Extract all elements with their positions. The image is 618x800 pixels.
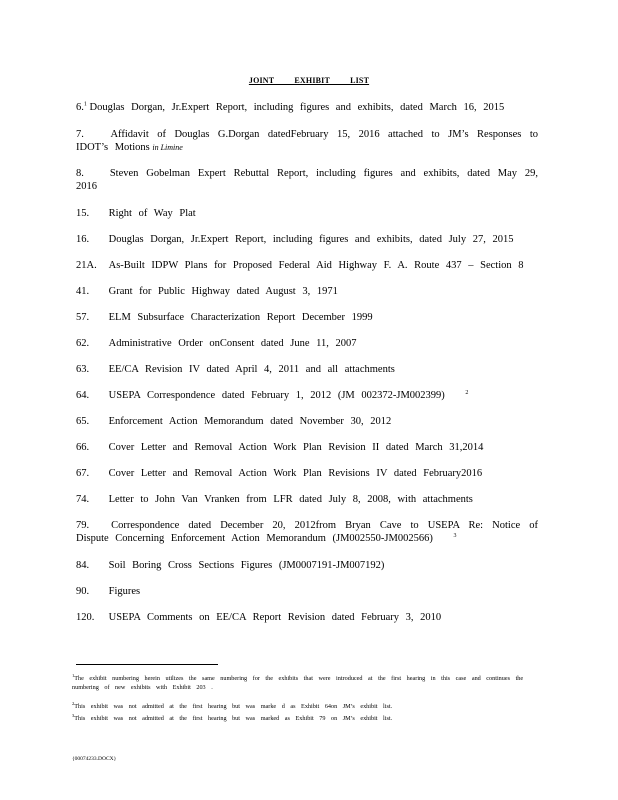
exhibit-description: Soil Boring Cross Sections Figures (JM0007191-JM007192) bbox=[108, 560, 385, 571]
exhibit-description: USEPA Comments on EE/CA Report Revision dated February 3, 2010 bbox=[108, 612, 442, 623]
exhibit-entry-79 bbox=[76, 519, 538, 547]
exhibit-description-italic: in Limine bbox=[152, 143, 183, 152]
exhibit-entry-65 bbox=[76, 415, 538, 428]
exhibit-entry-8 bbox=[76, 167, 538, 193]
exhibit-number: 66. bbox=[76, 442, 90, 453]
exhibit-description: Douglas Dorgan, Jr.Expert Report, including figures and exhibits, dated July 27, 2015 bbox=[108, 234, 514, 245]
exhibit-description: Cover Letter and Removal Action Work Plan Revision II dated March 31,2014 bbox=[108, 442, 484, 453]
footnote-text: This exhibit was not admitted at the first hearing but was marke d as Exhibit 64on JM’s exhibit list. bbox=[74, 703, 393, 710]
footnote-separator bbox=[76, 664, 218, 665]
exhibit-entry-63 bbox=[76, 363, 538, 376]
exhibit-description: Letter to John Van Vranken from LFR dated July 8, 2008, with attachments bbox=[108, 494, 473, 505]
exhibit-description: Steven Gobelman Expert Rebuttal Report, including figures and exhibits, dated May 29, 2016 bbox=[76, 168, 539, 192]
exhibit-description: Enforcement Action Memorandum dated November 30, 2012 bbox=[108, 416, 392, 427]
exhibit-entry-16 bbox=[76, 233, 538, 246]
exhibit-number: 84. bbox=[76, 560, 90, 571]
footnote-3 bbox=[72, 714, 542, 723]
exhibit-entry-66 bbox=[76, 441, 538, 454]
exhibit-description: Right of Way Plat bbox=[108, 208, 196, 219]
exhibit-number: 8. bbox=[76, 168, 84, 179]
exhibit-entry-67 bbox=[76, 467, 538, 480]
exhibit-description: As-Built IDPW Plans for Proposed Federal Aid Highway F. A. Route 437 – Section 8 bbox=[108, 260, 524, 271]
exhibit-entry-15 bbox=[76, 207, 538, 220]
footnote-ref: 2 bbox=[465, 390, 469, 396]
exhibit-number: 64. bbox=[76, 390, 90, 401]
exhibit-number: 15. bbox=[76, 208, 90, 219]
exhibit-number: 16. bbox=[76, 234, 90, 245]
exhibit-entry-74 bbox=[76, 493, 538, 506]
exhibit-entry-64 bbox=[76, 389, 538, 404]
exhibit-description: Affidavit of Douglas G.Dorgan datedFebruary 15, 2016 attached to JM’s Responses to IDOT’s Motions bbox=[76, 129, 538, 153]
exhibit-entry-21a bbox=[76, 259, 538, 272]
footnote-1 bbox=[72, 674, 542, 692]
footnote-2 bbox=[72, 702, 542, 711]
footnote-mark: 3 bbox=[72, 712, 75, 718]
exhibit-number: 57. bbox=[76, 312, 90, 323]
exhibit-entry-41 bbox=[76, 285, 538, 298]
exhibit-number: 120. bbox=[76, 612, 95, 623]
exhibit-number: 63. bbox=[76, 364, 90, 375]
exhibit-entry-90 bbox=[76, 585, 538, 598]
exhibit-number: 41. bbox=[76, 286, 90, 297]
exhibit-description: Douglas Dorgan, Jr.Expert Report, including figures and exhibits, dated March 16, 2015 bbox=[89, 102, 505, 113]
exhibit-description: Figures bbox=[108, 586, 141, 597]
exhibit-entry-7 bbox=[76, 128, 538, 154]
footnote-ref: 1 bbox=[83, 101, 87, 108]
exhibit-number: 90. bbox=[76, 586, 90, 597]
footnote-ref: 3 bbox=[453, 533, 457, 539]
document-title: JOINT EXHIBIT LIST bbox=[248, 76, 370, 85]
exhibit-description: Administrative Order onConsent dated June 11, 2007 bbox=[108, 338, 357, 349]
footnote-text: This exhibit was not admitted at the first hearing but was marked as Exhibit 79 on JM’s exhibit list. bbox=[74, 715, 393, 722]
exhibit-number: 7. bbox=[76, 129, 84, 140]
exhibit-number: 74. bbox=[76, 494, 90, 505]
exhibit-number: 65. bbox=[76, 416, 90, 427]
exhibit-description: Grant for Public Highway dated August 3, 1971 bbox=[108, 286, 338, 297]
exhibit-entry-62 bbox=[76, 337, 538, 350]
exhibit-entry-6 bbox=[76, 101, 538, 114]
footnote-mark: 1 bbox=[72, 672, 75, 678]
exhibit-description: EE/CA Revision IV dated April 4, 2011 and all attachments bbox=[108, 364, 395, 375]
exhibit-description: USEPA Correspondence dated February 1, 2012 (JM 002372-JM002399) bbox=[108, 390, 445, 401]
exhibit-number: 67. bbox=[76, 468, 90, 479]
footnote-mark: 2 bbox=[72, 700, 75, 706]
document-id: {00074233.DOCX} bbox=[72, 756, 117, 762]
exhibit-number: 79. bbox=[76, 520, 90, 531]
exhibit-description: Correspondence dated December 20, 2012from Bryan Cave to USEPA Re: Notice of Dispute Concerning Enforcement Action Memorandum (JM002550-JM002566) bbox=[76, 520, 538, 544]
exhibit-entry-84 bbox=[76, 559, 538, 572]
exhibit-description: ELM Subsurface Characterization Report December 1999 bbox=[108, 312, 373, 323]
exhibit-number: 6. bbox=[76, 102, 84, 113]
exhibit-description: Cover Letter and Removal Action Work Plan Revisions IV dated February2016 bbox=[108, 468, 483, 479]
exhibit-number: 21A. bbox=[76, 260, 97, 271]
footnote-text: The exhibit numbering herein utilizes the same numbering for the exhibits that were introduced at the first hearing in this case and continues the numbering of new exhibits with Exhibit 203 . bbox=[72, 675, 524, 691]
exhibit-number: 62. bbox=[76, 338, 90, 349]
exhibit-entry-57 bbox=[76, 311, 538, 324]
exhibit-entry-120 bbox=[76, 611, 538, 624]
